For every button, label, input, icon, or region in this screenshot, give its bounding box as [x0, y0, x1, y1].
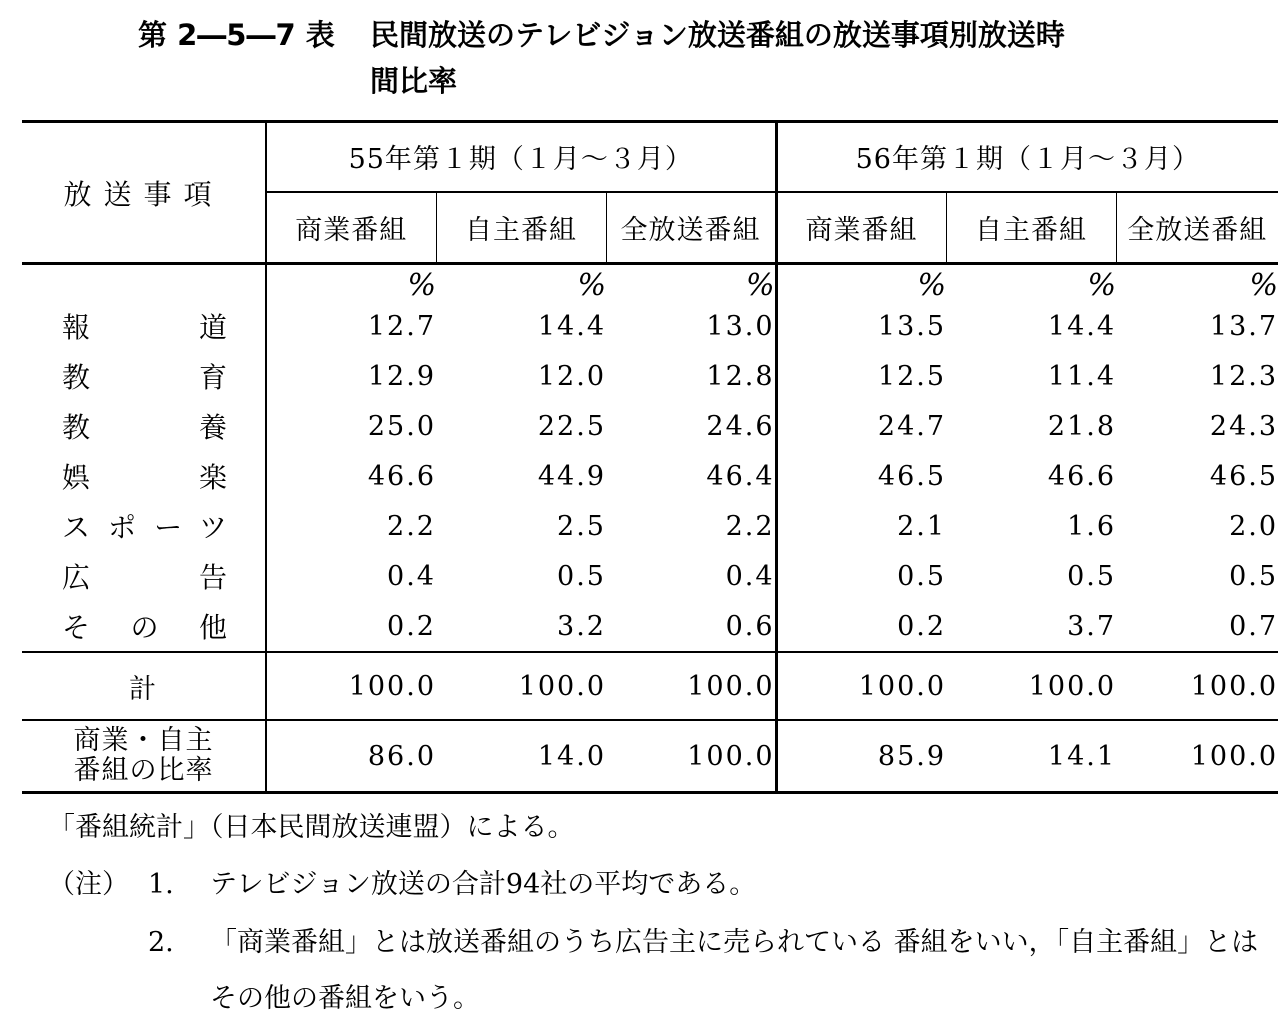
- table-row-news: [22, 301, 1278, 351]
- cell: 100.0: [436, 652, 606, 720]
- note-index: 1.: [148, 869, 174, 900]
- cell: 100.0: [266, 652, 436, 720]
- cell: 85.9: [776, 720, 946, 793]
- row-label: その他: [62, 611, 227, 644]
- unit-mark: %: [1249, 268, 1279, 303]
- cell: 100.0: [946, 652, 1116, 720]
- ratio-label-line2: 番組の比率: [73, 755, 214, 786]
- cell: 86.0: [266, 720, 436, 793]
- row-label: 広告: [62, 561, 227, 594]
- unit-mark: %: [266, 264, 436, 302]
- row-label: 教養: [62, 411, 227, 444]
- cell: 100.0: [606, 652, 776, 720]
- cell: 0.4: [725, 560, 775, 592]
- cell: 3.2: [557, 610, 606, 642]
- cell: 14.4: [1047, 310, 1117, 342]
- cell: 2.2: [266, 501, 436, 551]
- note-tag: （注）: [48, 869, 129, 900]
- cell: 14.0: [537, 740, 606, 772]
- cell: 12.0: [537, 360, 606, 392]
- cell: 22.5: [537, 410, 606, 442]
- cell: 0.5: [776, 551, 946, 601]
- unit-mark: %: [1087, 268, 1117, 303]
- unit-mark: %: [746, 268, 775, 303]
- data-rows: [22, 301, 1278, 652]
- cell: 46.4: [706, 460, 775, 492]
- cell: 0.4: [266, 551, 436, 601]
- cell: 46.6: [1047, 460, 1117, 492]
- cell: 0.2: [266, 601, 436, 652]
- table-row-ratio: [22, 720, 1278, 793]
- table-row-advertising: [22, 551, 1278, 601]
- cell: 100.0: [687, 740, 775, 772]
- cell: 11.4: [1047, 360, 1117, 392]
- table-row-entertainment: [22, 451, 1278, 501]
- cell: 46.5: [776, 451, 946, 501]
- cell: 14.4: [537, 310, 606, 342]
- cell: 2.0: [1229, 510, 1279, 542]
- total-label: 計: [22, 652, 266, 720]
- col-header-all-56: 全放送番組: [1116, 192, 1278, 264]
- table-title: [138, 12, 1238, 104]
- cell: 0.5: [1229, 560, 1279, 592]
- period-header-56: 56年第１期（１月～３月）: [776, 122, 1278, 192]
- cell: 2.2: [725, 510, 775, 542]
- unit-row: [22, 264, 1278, 302]
- cell: 2.5: [557, 510, 606, 542]
- table-row-sports: [22, 501, 1278, 551]
- cell: 0.5: [1067, 560, 1117, 592]
- cell: 25.0: [266, 401, 436, 451]
- cell: 21.8: [1047, 410, 1117, 442]
- cell: 3.7: [1067, 610, 1117, 642]
- note-text: テレビジョン放送の合計94社の平均である。: [210, 869, 757, 900]
- table-row-education: [22, 351, 1278, 401]
- cell: 44.9: [537, 460, 606, 492]
- cell: 12.9: [266, 351, 436, 401]
- cell: 12.8: [706, 360, 775, 392]
- row-label: 娯楽: [62, 461, 227, 494]
- row-header-label: 放送事項: [22, 122, 266, 264]
- cell: 0.6: [725, 610, 775, 642]
- cell: 13.7: [1209, 310, 1279, 342]
- cell: 24.6: [706, 410, 775, 442]
- cell: 0.7: [1229, 610, 1279, 642]
- note-item-1: [48, 862, 756, 901]
- col-header-commercial-55: 商業番組: [266, 192, 436, 264]
- cell: 100.0: [776, 652, 946, 720]
- header-row-periods: [22, 122, 1278, 192]
- unit-mark: %: [577, 268, 606, 303]
- ratio-label-line1: 商業・自主: [73, 725, 214, 756]
- cell: 12.3: [1209, 360, 1279, 392]
- cell: 100.0: [1190, 740, 1279, 772]
- table-row-total: [22, 652, 1278, 720]
- title-text-line1: 民間放送のテレビジョン放送番組の放送事項別放送時: [370, 18, 1065, 52]
- cell: 46.6: [266, 451, 436, 501]
- col-header-commercial-56: 商業番組: [776, 192, 946, 264]
- cell: 100.0: [1116, 652, 1278, 720]
- cell: 13.0: [706, 310, 775, 342]
- broadcast-ratio-table: [22, 120, 1278, 794]
- row-label: 教育: [62, 361, 227, 394]
- cell: 13.5: [776, 301, 946, 351]
- row-label: スポーツ: [62, 511, 227, 544]
- col-header-independent-56: 自主番組: [946, 192, 1116, 264]
- table-row-other: [22, 601, 1278, 652]
- ratio-label: [22, 720, 266, 793]
- cell: 24.3: [1209, 410, 1279, 442]
- table-number: 第 2―5―7 表: [138, 18, 335, 52]
- period-header-55: 55年第１期（１月～３月）: [266, 122, 776, 192]
- cell: 1.6: [1067, 510, 1117, 542]
- col-header-all-55: 全放送番組: [606, 192, 776, 264]
- cell: 0.2: [776, 601, 946, 652]
- row-label: 報道: [62, 311, 227, 344]
- unit-mark: %: [776, 264, 946, 302]
- source-note: 「番組統計」（日本民間放送連盟）による。: [48, 812, 575, 843]
- cell: 2.1: [776, 501, 946, 551]
- cell: 46.5: [1209, 460, 1279, 492]
- title-text-line2: 間比率: [370, 64, 458, 98]
- cell: 12.5: [776, 351, 946, 401]
- note-index: 2.: [148, 927, 174, 958]
- note-text: 「商業番組」とは放送番組のうち広告主に売られている 番組をいい，「自主番組」とはその他の番組をいう。: [210, 927, 1259, 1014]
- cell: 24.7: [776, 401, 946, 451]
- cell: 12.7: [266, 301, 436, 351]
- table-row-culture: [22, 401, 1278, 451]
- cell: 14.1: [1047, 740, 1117, 772]
- cell: 0.5: [557, 560, 606, 592]
- col-header-independent-55: 自主番組: [436, 192, 606, 264]
